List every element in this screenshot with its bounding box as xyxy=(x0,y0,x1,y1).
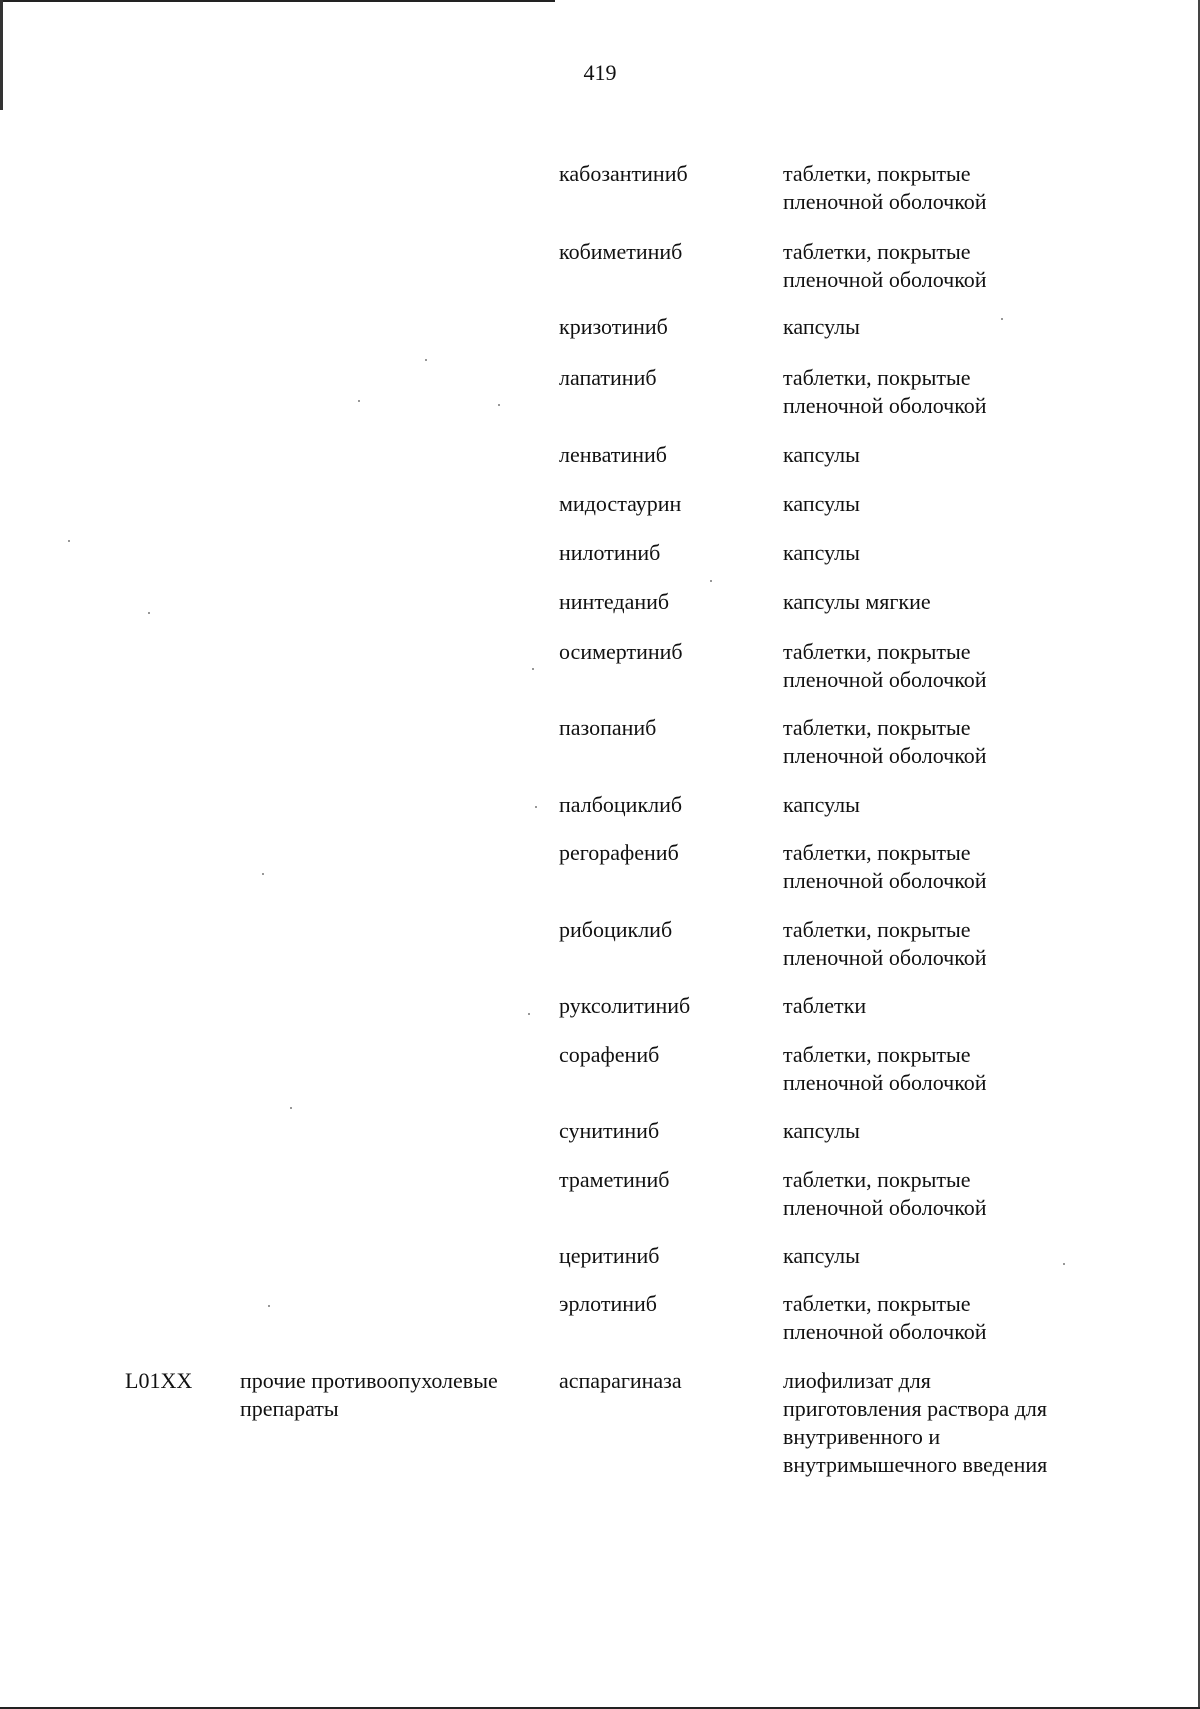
drug-name: аспарагиназа xyxy=(559,1368,682,1393)
scan-speck xyxy=(535,806,537,808)
scan-speck xyxy=(498,404,500,406)
dosage-form: капсулы xyxy=(783,1243,860,1268)
dosage-form: капсулы xyxy=(783,491,860,516)
dosage-form: капсулы xyxy=(783,314,860,339)
drug-name: траметиниб xyxy=(559,1167,670,1192)
dosage-form: капсулы xyxy=(783,792,860,817)
drug-name: мидостаурин xyxy=(559,491,682,516)
drug-name: кабозантиниб xyxy=(559,161,688,186)
page-number: 419 xyxy=(583,60,617,85)
dosage-form: таблетки, покрытые пленочной оболочкой xyxy=(783,161,987,214)
drug-name: ленватиниб xyxy=(559,442,667,467)
dosage-form: таблетки, покрытые пленочной оболочкой xyxy=(783,1167,987,1220)
drug-name: сорафениб xyxy=(559,1042,660,1067)
scan-speck xyxy=(425,359,427,361)
scan-speck xyxy=(1001,318,1003,320)
drug-name: нилотиниб xyxy=(559,540,661,565)
dosage-form: таблетки, покрытые пленочной оболочкой xyxy=(783,239,987,292)
drug-name: эрлотиниб xyxy=(559,1291,657,1316)
dosage-form: таблетки, покрытые пленочной оболочкой xyxy=(783,917,987,970)
drug-name: пазопаниб xyxy=(559,715,657,740)
dosage-form: таблетки, покрытые пленочной оболочкой xyxy=(783,840,987,893)
scan-speck xyxy=(532,668,534,670)
scan-speck xyxy=(148,612,150,614)
dosage-form: таблетки, покрытые пленочной оболочкой xyxy=(783,715,987,768)
dosage-form: таблетки, покрытые пленочной оболочкой xyxy=(783,1291,987,1344)
scan-speck xyxy=(710,580,712,582)
scan-edge-top xyxy=(0,0,555,2)
drug-name: палбоциклиб xyxy=(559,792,683,817)
dosage-form: лиофилизат для приготовления раствора для внутривенного и внутримышечного введения xyxy=(783,1368,1048,1477)
drug-name: руксолитиниб xyxy=(559,993,691,1018)
scan-speck xyxy=(262,873,264,875)
atc-code: L01XX xyxy=(125,1368,193,1393)
dosage-form: таблетки, покрытые пленочной оболочкой xyxy=(783,639,987,692)
dosage-form: капсулы xyxy=(783,540,860,565)
drug-name: кобиметиниб xyxy=(559,239,683,264)
drug-name: регорафениб xyxy=(559,840,679,865)
dosage-form: капсулы мягкие xyxy=(783,589,931,614)
scan-edge-left xyxy=(0,0,3,110)
drug-name: кризотиниб xyxy=(559,314,668,339)
dosage-form: капсулы xyxy=(783,442,860,467)
dosage-form: таблетки, покрытые пленочной оболочкой xyxy=(783,365,987,418)
scan-speck xyxy=(358,400,360,402)
drug-name: сунитиниб xyxy=(559,1118,660,1143)
scan-speck xyxy=(68,540,70,542)
drug-name: осимертиниб xyxy=(559,639,683,664)
drug-name: лапатиниб xyxy=(559,365,657,390)
scan-speck xyxy=(528,1013,530,1015)
dosage-form: капсулы xyxy=(783,1118,860,1143)
scan-speck xyxy=(290,1107,292,1109)
dosage-form: таблетки xyxy=(783,993,867,1018)
scan-speck xyxy=(1063,1263,1065,1265)
scan-speck xyxy=(268,1305,270,1307)
dosage-form: таблетки, покрытые пленочной оболочкой xyxy=(783,1042,987,1095)
atc-group: прочие противоопухолевые препараты xyxy=(240,1368,498,1421)
drug-name: церитиниб xyxy=(559,1243,660,1268)
drug-name: нинтеданиб xyxy=(559,589,670,614)
drug-name: рибоциклиб xyxy=(559,917,673,942)
